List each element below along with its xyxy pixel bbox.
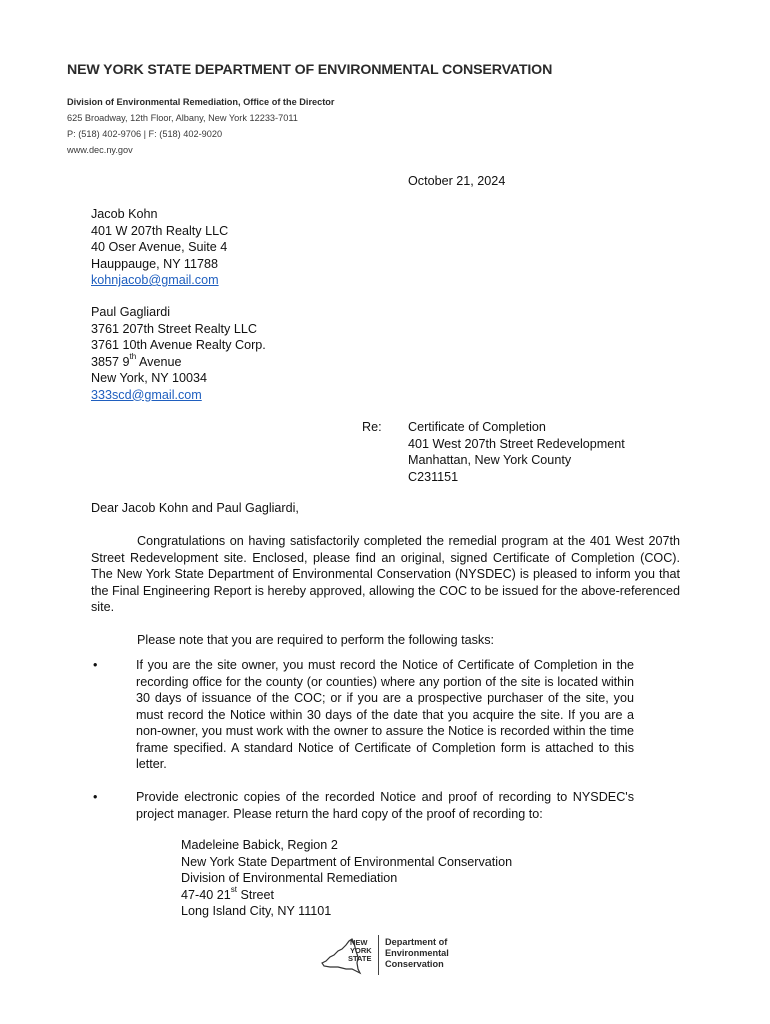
- logo-line: Conservation: [385, 959, 444, 969]
- re-label: Re:: [362, 420, 382, 434]
- street-number: 47-40 21: [181, 887, 231, 902]
- address-line: Division of Environmental Remediation: [181, 871, 398, 885]
- street-number: 3857 9: [91, 354, 130, 369]
- letterhead-department: NEW YORK STATE DEPARTMENT OF ENVIRONMENTAL CONSERVATION: [67, 62, 553, 78]
- re-subject: [408, 419, 625, 485]
- letterhead-details: [67, 94, 335, 158]
- bullet-marker: •: [93, 658, 98, 672]
- letterhead-address: 625 Broadway, 12th Floor, Albany, New York 12233-7011: [67, 113, 298, 123]
- recipient-company: 401 W 207th Realty LLC: [91, 223, 229, 238]
- logo-divider: [378, 935, 379, 975]
- nys-state-outline-icon: [316, 933, 378, 977]
- recipient-block-2: [91, 304, 266, 403]
- re-line: Certificate of Completion: [408, 420, 546, 434]
- letterhead-division: Division of Environmental Remediation, Office of the Director: [67, 97, 335, 107]
- address-line: New York State Department of Environmental Conservation: [181, 854, 513, 869]
- address-line: Long Island City, NY 11101: [181, 904, 332, 918]
- body-paragraph-1: [91, 533, 680, 616]
- logo-line: Department of: [385, 937, 448, 947]
- ordinal-suffix: st: [230, 885, 237, 895]
- body-paragraph-2: Please note that you are required to perform the following tasks:: [137, 633, 495, 647]
- recipient-city: Hauppauge, NY 11788: [91, 256, 218, 271]
- logo-state-text: NEW: [350, 938, 368, 947]
- address-line: [181, 887, 512, 904]
- logo-line: Environmental: [385, 948, 449, 958]
- recipient-company: 3761 207th Street Realty LLC: [91, 321, 257, 336]
- ordinal-suffix: th: [129, 352, 137, 362]
- recipient-block-1: [91, 206, 228, 289]
- re-line: C231151: [408, 469, 459, 484]
- letterhead-website[interactable]: www.dec.ny.gov: [67, 145, 133, 155]
- recipient-street: [91, 354, 266, 371]
- paragraph-text: Congratulations on having satisfactorily completed the remedial program at the 401 West 207th Street Redevelopment site. Enclosed, please find an original, signed Certificate of Completion (COC). The New York State Department of Environmental Conservation (NYSDEC) is pleased to inform you that the Final Engineering Report is hereby approved, allowing the COC to be issued for the above-referenced site.: [91, 534, 680, 614]
- recipient-name: Paul Gagliardi: [91, 305, 171, 319]
- letterhead-phone-fax: P: (518) 402-9706 | F: (518) 402-9020: [67, 129, 223, 139]
- re-line: 401 West 207th Street Redevelopment: [408, 436, 625, 451]
- address-line: Madeleine Babick, Region 2: [181, 838, 338, 852]
- bullet-marker: •: [93, 790, 98, 804]
- logo-department-text: [385, 937, 449, 970]
- recipient-email-link[interactable]: 333scd@gmail.com: [91, 387, 202, 402]
- letter-date: October 21, 2024: [408, 174, 506, 188]
- bullet-item-2: Provide electronic copies of the recorded Notice and proof of recording to NYSDEC's project manager. Please return the hard copy of the proof of recording to:: [136, 790, 634, 821]
- recipient-email-link[interactable]: kohnjacob@gmail.com: [91, 273, 219, 287]
- recipient-street: 40 Oser Avenue, Suite 4: [91, 240, 228, 254]
- re-line: Manhattan, New York County: [408, 453, 572, 467]
- street-name: Street: [236, 887, 275, 902]
- salutation: Dear Jacob Kohn and Paul Gagliardi,: [91, 501, 299, 515]
- logo-state-text: STATE: [348, 954, 372, 963]
- recipient-company: 3761 10th Avenue Realty Corp.: [91, 338, 266, 352]
- logo-state-text: YORK: [350, 946, 372, 955]
- recipient-name: Jacob Kohn: [91, 207, 158, 221]
- return-address: [181, 837, 512, 920]
- bullet-item-1: If you are the site owner, you must record the Notice of Certificate of Completion in the recording office for the county (or counties) where any portion of the site is located within 30 days of issuance of the COC; or if you are a prospective purchaser of the site, you must record the Notice within 30 days of the date that you acquire the site. If you are a non-owner, you must work with the owner to assure the Notice is recorded within the time frame specified. A standard Notice of Certificate of Completion form is attached to this letter.: [136, 658, 634, 771]
- recipient-city: New York, NY 10034: [91, 371, 207, 385]
- street-name: Avenue: [136, 354, 182, 369]
